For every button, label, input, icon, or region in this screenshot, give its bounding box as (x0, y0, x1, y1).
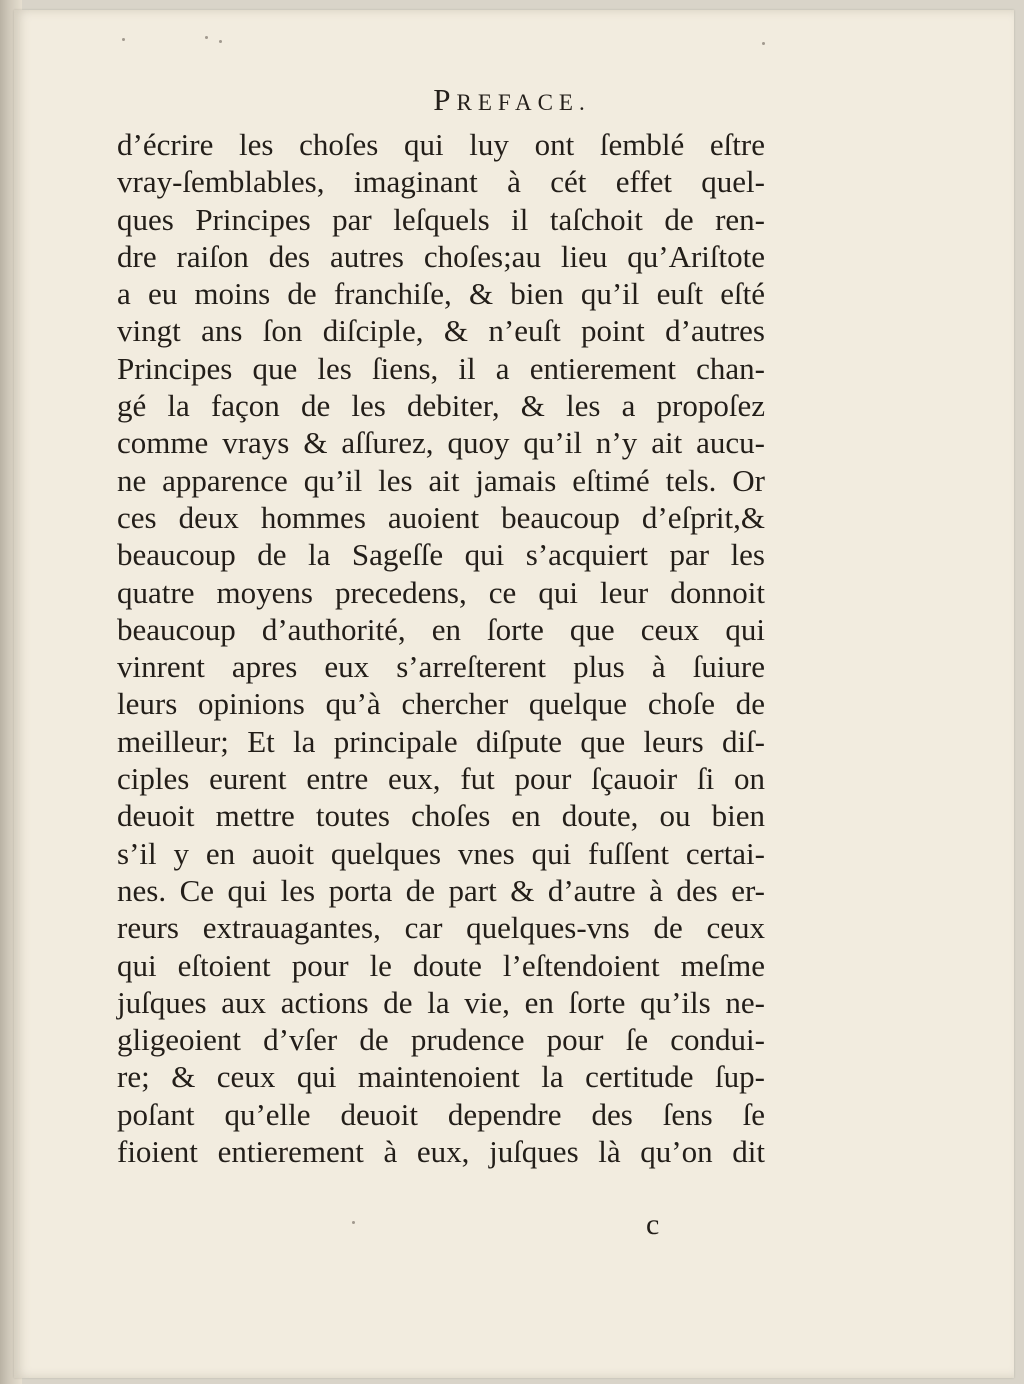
text-line: qui eſtoient pour le doute l’eſtendoient meſme (117, 947, 765, 983)
paper-speck (205, 36, 208, 39)
running-head-initial: P (433, 82, 457, 117)
text-line: gligeoient d’vſer de prudence pour ſe condui- (117, 1022, 765, 1058)
text-line: a eu moins de franchiſe, & bien qu’il euſt eſté (117, 276, 765, 312)
text-line: deuoit mettre toutes choſes en doute, ou bien (117, 798, 765, 834)
text-line: poſant qu’elle deuoit dependre des ſens ſe (117, 1096, 765, 1132)
text-line: dre raiſon des autres choſes;au lieu qu’Ariſtote (117, 238, 765, 274)
body-text (117, 126, 765, 1170)
text-line: juſques aux actions de la vie, en ſorte qu’ils ne- (117, 984, 765, 1020)
paper-speck (219, 40, 222, 43)
text-line: vingt ans ſon diſciple, & n’euſt point d’autres (117, 313, 765, 349)
text-line: beaucoup d’authorité, en ſorte que ceux qui (117, 611, 765, 647)
running-head (0, 82, 1024, 118)
text-line: Principes que les ſiens, il a entierement chan- (117, 350, 765, 386)
text-line: re; & ceux qui maintenoient la certitude ſup- (117, 1059, 765, 1095)
text-line: reurs extrauagantes, car quelques-vns de ceux (117, 910, 765, 946)
text-line: leurs opinions qu’à chercher quelque choſe de (117, 686, 765, 722)
paper-speck (122, 38, 125, 41)
text-line: ciples eurent entre eux, fut pour ſçauoir ſi on (117, 761, 765, 797)
text-line: beaucoup de la Sageſſe qui s’acquiert par les (117, 537, 765, 573)
text-line: nes. Ce qui les porta de part & d’autre à des er- (117, 872, 765, 908)
text-line: meilleur; Et la principale diſpute que leurs diſ- (117, 723, 765, 759)
text-line: ques Principes par leſquels il taſchoit de ren- (117, 201, 765, 237)
signature-mark: c (646, 1208, 660, 1241)
text-line: d’écrire les choſes qui luy ont ſemblé eſtre (117, 127, 765, 162)
text-line: comme vrays & aſſurez, quoy qu’il n’y ait aucu- (117, 425, 765, 461)
running-head-rest: REFACE. (456, 90, 591, 115)
text-line: gé la façon de les debiter, & les a propoſez (117, 388, 765, 424)
text-line: fioient entierement à eux, juſques là qu’on dit (117, 1134, 765, 1170)
text-line: ne apparence qu’il les ait jamais eſtimé tels. Or (117, 462, 765, 498)
paper-speck (762, 42, 765, 45)
text-line: vray-ſemblables, imaginant à cét effet quel- (117, 164, 765, 200)
text-line: vinrent apres eux s’arreſterent plus à ſuiure (117, 649, 765, 685)
text-line: quatre moyens precedens, ce qui leur donnoit (117, 574, 765, 610)
paper-speck (352, 1221, 355, 1224)
text-line: ces deux hommes auoient beaucoup d’eſprit,& (117, 499, 765, 535)
text-line: s’il y en auoit quelques vnes qui fuſſent certai- (117, 835, 765, 871)
